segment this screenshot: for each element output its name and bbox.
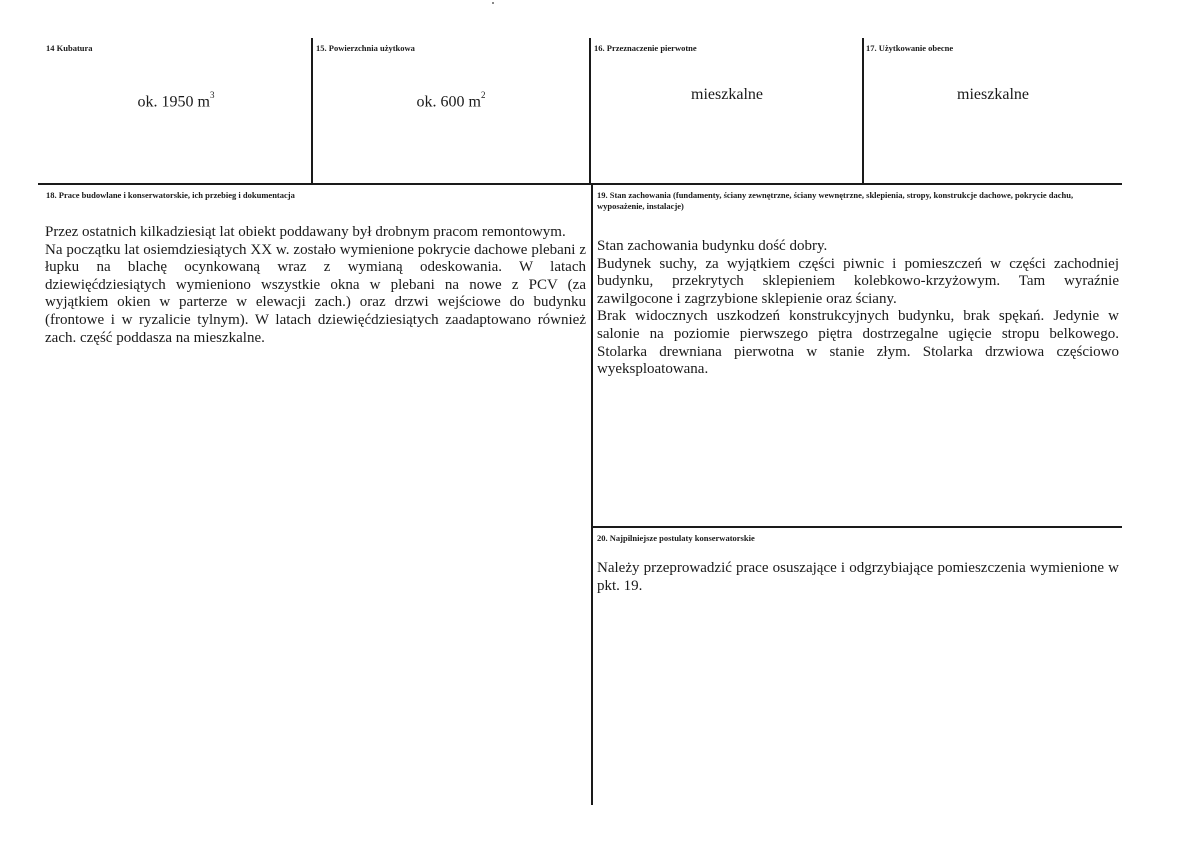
divider-16-17: [862, 38, 864, 183]
section-20-text: [597, 560, 1119, 595]
section-18-paragraph-1: Przez ostatnich kilkadziesiąt lat obiekt poddawany był drobnym pracom remontowym.: [45, 224, 566, 240]
field-15-value-text: ok. 600 m: [416, 93, 481, 111]
divider-top-row: [38, 183, 1122, 185]
section-20-paragraph-1: Należy przeprowadzić prace osuszające i odgrzybiające pomieszczenia wymienione w pkt. 19.: [597, 560, 1119, 594]
field-15-value: [313, 92, 589, 111]
field-15-title: 15. Powierzchnia użytkowa: [316, 43, 415, 53]
divider-main-vertical: [591, 183, 593, 805]
field-14-value: [42, 92, 310, 111]
section-19-paragraph-3: Brak widocznych uszkodzeń konstrukcyjnych budynku, brak spękań. Jedynie w salonie na poziomie pierwszego piętra dostrzegalne ugięcie stropu belkowego. Stolarka drewniana pierwotna w stanie złym. Stolarka drzwiowa częściowo wyeksploatowana.: [597, 308, 1119, 378]
field-17-title: 17. Użytkowanie obecne: [866, 43, 954, 53]
divider-15-16: [589, 38, 591, 183]
section-19-paragraph-1: Stan zachowania budynku dość dobry.: [597, 238, 828, 254]
section-19-title: 19. Stan zachowania (fundamenty, ściany zewnętrzne, ściany wewnętrzne, sklepienia, stropy, konstrukcje dachowe, pokrycie dachu, wyposażenie, instalacje): [597, 190, 1074, 211]
field-15-value-unit: 2: [480, 90, 486, 100]
scan-artifact: [492, 2, 494, 4]
field-14-value-text: ok. 1950 m: [137, 93, 210, 111]
field-14-title: 14 Kubatura: [46, 43, 93, 53]
section-18-paragraph-2: Na początku lat osiemdziesiątych XX w. zostało wymienione pokrycie dachowe plebani z łupku na blachę ocynkowaną wraz z wymianą odeskowania. W latach dziewięćdziesiątych wymieniono wszystkie okna w plebani na nowe z PCV (za wyjątkiem okien w parterze w elewacji zach.) oraz drzwi wejściowe do budynku (frontowe i w ryzalicie tylnym). W latach dziewięćdziesiątych zaadaptowano również zach. część poddasza na mieszkalne.: [45, 241, 586, 346]
field-16-value: mieszkalne: [691, 86, 763, 103]
field-14-value-unit: 3: [209, 90, 215, 100]
section-18-text: [45, 224, 586, 347]
section-20-title: 20. Najpilniejsze postulaty konserwatorskie: [597, 533, 755, 543]
section-19-text: [597, 238, 1119, 379]
divider-19-20: [591, 526, 1122, 528]
field-17-value: mieszkalne: [957, 86, 1029, 103]
field-16-title: 16. Przeznaczenie pierwotne: [594, 43, 697, 53]
section-19-paragraph-2: Budynek suchy, za wyjątkiem części piwnic i pomieszczeń w części zachodniej budynku, przekrytych sklepieniem kolebkowo-krzyżowym. Tam wyraźnie zawilgocone i zagrzybione sklepienie oraz ściany.: [597, 255, 1119, 307]
section-18-title: 18. Prace budowlane i konserwatorskie, ich przebieg i dokumentacja: [46, 190, 295, 200]
